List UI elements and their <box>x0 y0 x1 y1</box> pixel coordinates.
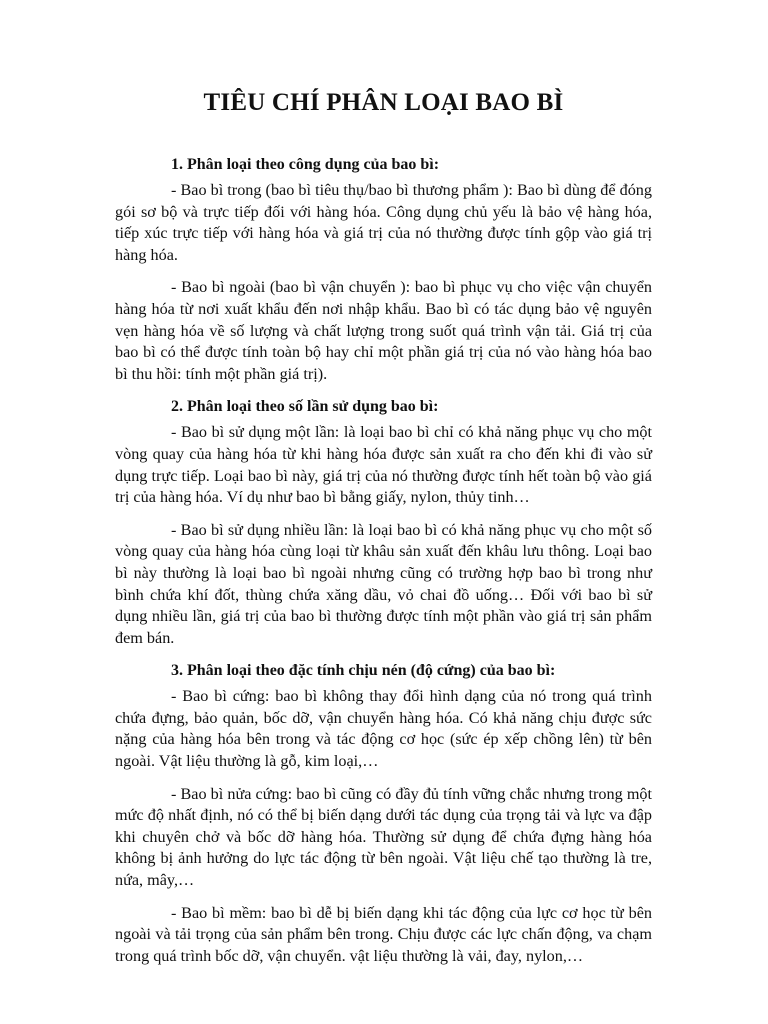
paragraph-multi-use: - Bao bì sử dụng nhiều lần: là loại bao bì có khả năng phục vụ cho một số vòng quay của hàng hóa cùng loại từ khâu sản xuất đến khâu lưu thông. Loại bao bì này thường là loại bao bì ngoài nhưng cũng có trường hợp bao bì trong như bình chứa khí đốt, thùng chứa xăng dầu, vỏ chai đồ uống… Đối với bao bì sử dụng nhiều lần, giá trị của bao bì thường được tính một phần vào giá trị sản phẩm đem bán. <box>115 520 652 647</box>
paragraph-single-use: - Bao bì sử dụng một lần: là loại bao bì chỉ có khả năng phục vụ cho một vòng quay của hàng hóa từ khi hàng hóa được sản xuất ra cho đến khi đi vào sử dụng trực tiếp. Loại bao bì này, giá trị của nó thường được tính hết toàn bộ vào giá trị của hàng hóa. Ví dụ như bao bì bằng giấy, nylon, thủy tinh… <box>115 423 652 507</box>
paragraph-outer-packaging: - Bao bì ngoài (bao bì vận chuyển ): bao bì phục vụ cho việc vận chuyển hàng hóa từ nơi xuất khẩu đến nơi nhập khẩu. Bao bì có tác dụng bảo vệ nguyên vẹn hàng hóa về số lượng và chất lượng trong suốt quá trình vận tải. Giá trị của bao bì có thể được tính toàn bộ hay chỉ một phần giá trị của nó vào hàng hóa bao bì thu hồi: tính một phần giá trị). <box>115 278 652 383</box>
paragraph-semi-rigid: - Bao bì nửa cứng: bao bì cũng có đầy đủ tính vững chắc nhưng trong một mức độ nhất định, nó có thể bị biến dạng dưới tác dụng của trọng tải và lực va đập khi chuyên chở và bốc dỡ hàng hóa. Thường sử dụng để chứa đựng hàng hóa không bị ảnh hưởng do lực tác động từ bên ngoài. Vật liệu chế tạo thường là tre, nứa, mây,… <box>115 784 652 890</box>
section-rigidity <box>115 660 652 967</box>
paragraph-flexible: - Bao bì mềm: bao bì dễ bị biến dạng khi tác động của lực cơ học từ bên ngoài và tải trọng của sản phẩm bên trong. Chịu được các lực chấn động, va chạm trong quá trình bốc dỡ, vận chuyển. vật liệu thường là vải, đay, nylon,… <box>115 903 652 965</box>
paragraph-inner-packaging: - Bao bì trong (bao bì tiêu thụ/bao bì thương phẩm ): Bao bì dùng để đóng gói sơ bộ và trực tiếp đối với hàng hóa. Công dụng chủ yếu là bảo vệ hàng hóa, tiếp xúc trực tiếp với hàng hóa và giá trị của nó thường được tính gộp vào giá trị hàng hóa. <box>115 181 652 264</box>
document-title: TIÊU CHÍ PHÂN LOẠI BAO BÌ <box>203 89 564 116</box>
section-usage <box>115 154 652 385</box>
section-heading: 1. Phân loại theo công dụng của bao bì: <box>171 156 440 173</box>
section-heading: 3. Phân loại theo đặc tính chịu nén (độ cứng) của bao bì: <box>171 662 556 680</box>
paragraph-rigid: - Bao bì cứng: bao bì không thay đổi hình dạng của nó trong quá trình chứa đựng, bảo quản, bốc dỡ, vận chuyển hàng hóa. Có khả năng chịu được sức nặng của hàng hóa bên trong và tác động cơ học (sức ép xếp chồng lên) từ bên ngoài. Vật liệu thường là gỗ, kim loại,… <box>115 687 652 771</box>
document-page <box>115 88 652 978</box>
section-reuse-count <box>115 396 652 649</box>
section-heading: 2. Phân loại theo số lần sử dụng bao bì: <box>171 398 439 416</box>
